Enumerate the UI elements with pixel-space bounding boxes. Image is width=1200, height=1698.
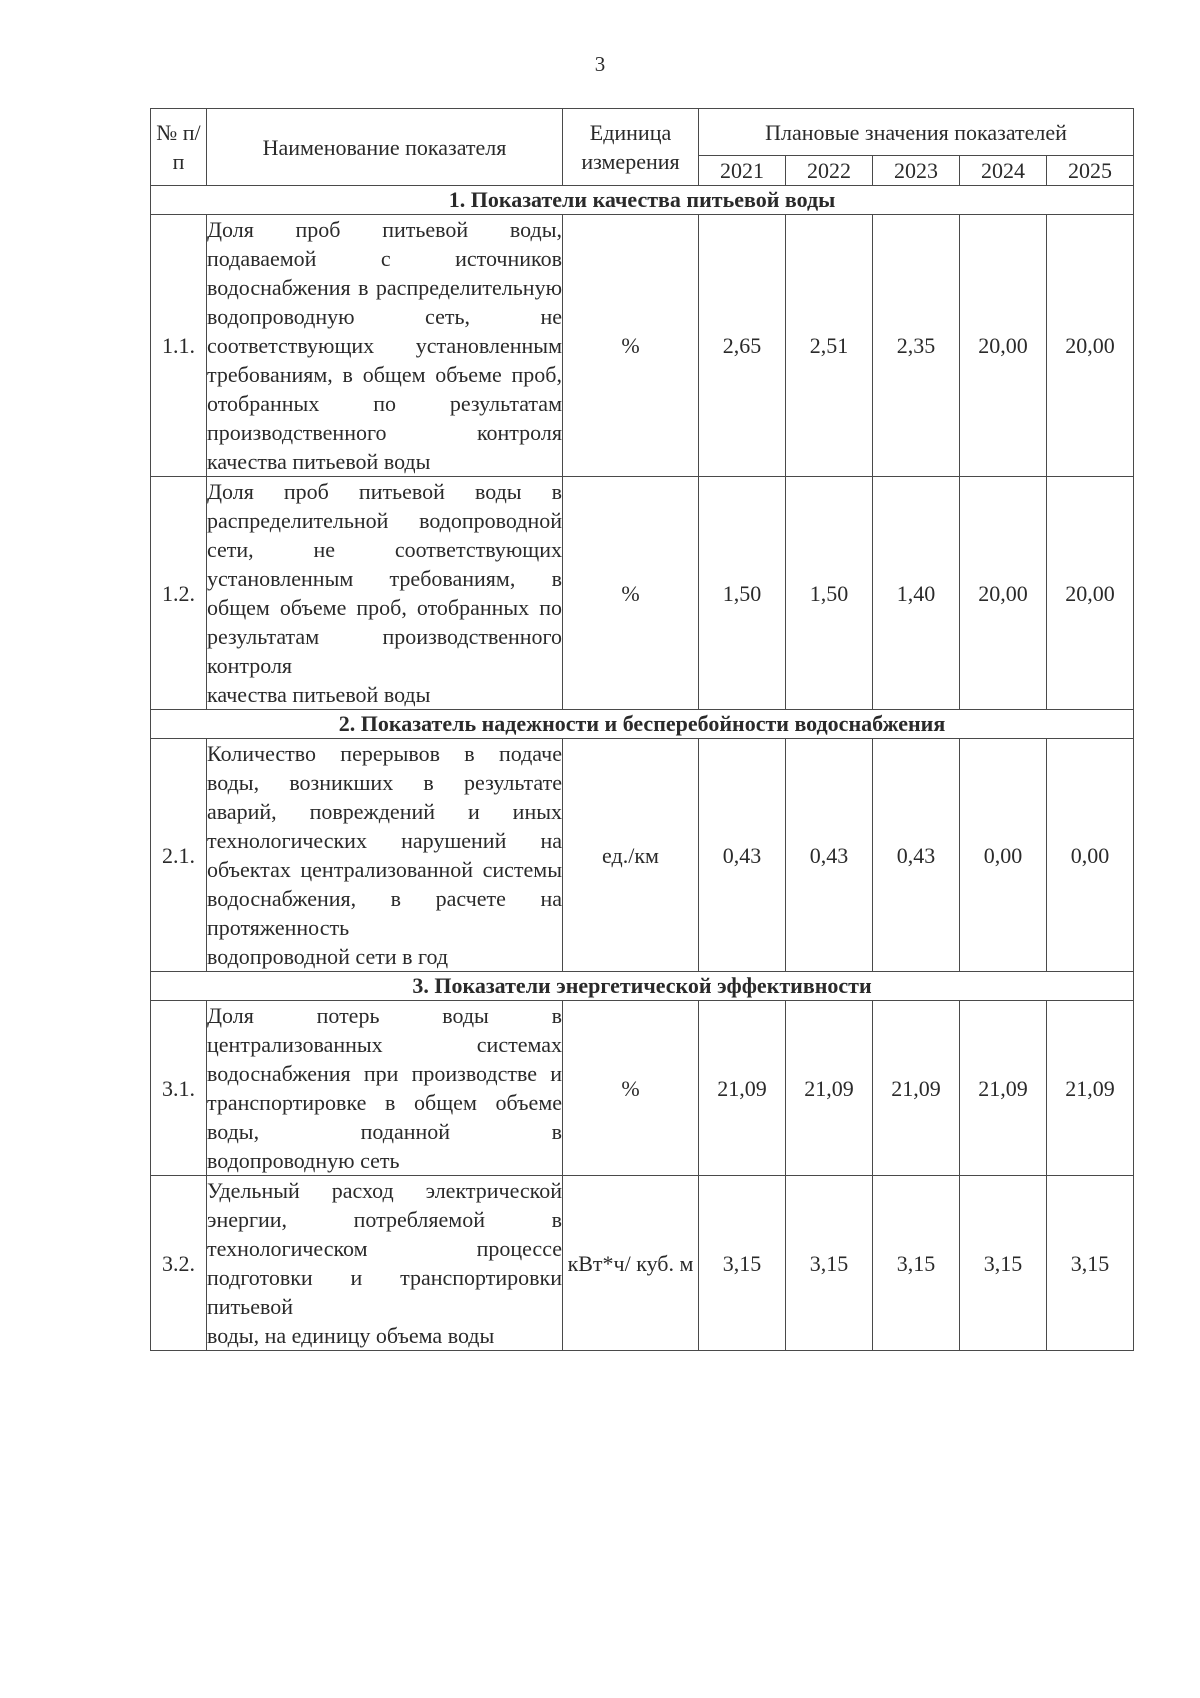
indicator-name	[207, 215, 563, 477]
indicator-name-last-line: воды, на единицу объема воды	[207, 1323, 495, 1348]
page-number: 3	[594, 52, 606, 76]
header-year: 2023	[873, 156, 960, 186]
table-row	[151, 1001, 1134, 1176]
value-cell: 2,65	[699, 215, 786, 477]
value-cell: 20,00	[1047, 477, 1134, 710]
indicator-name-text: Доля потерь воды в централизованных системах водоснабжения при производстве и транспортировке в общем объеме воды, поданной в	[207, 1003, 562, 1144]
section-title: 1. Показатели качества питьевой воды	[151, 186, 1134, 215]
value-cell: 1,50	[786, 477, 873, 710]
header-year: 2025	[1047, 156, 1134, 186]
value-cell: 3,15	[960, 1176, 1047, 1351]
row-number: 2.1.	[151, 739, 207, 972]
row-number: 3.1.	[151, 1001, 207, 1176]
value-cell: 2,35	[873, 215, 960, 477]
indicator-name	[207, 477, 563, 710]
section-title: 2. Показатель надежности и бесперебойности водоснабжения	[151, 710, 1134, 739]
value-cell: 3,15	[873, 1176, 960, 1351]
table-row	[151, 739, 1134, 972]
value-cell: 21,09	[873, 1001, 960, 1176]
indicator-name	[207, 739, 563, 972]
value-cell: 21,09	[786, 1001, 873, 1176]
section-title: 3. Показатели энергетической эффективности	[151, 972, 1134, 1001]
indicator-name-text: Удельный расход электрической энергии, потребляемой в технологическом процессе подготовки и транспортировки питьевой	[207, 1178, 562, 1319]
indicator-name-text: Доля проб питьевой воды, подаваемой с источников водоснабжения в распределительную водопроводную сеть, не соответствующих установленным требованиям, в общем объеме проб, отобранных по результатам производственного контроля	[207, 217, 562, 445]
value-cell: 21,09	[699, 1001, 786, 1176]
header-plan: Плановые значения показателей	[699, 109, 1134, 156]
value-cell: 0,43	[873, 739, 960, 972]
row-number: 3.2.	[151, 1176, 207, 1351]
indicator-name-last-line: водопроводной сети в год	[207, 944, 449, 969]
indicator-name-last-line: качества питьевой воды	[207, 449, 431, 474]
value-cell: 20,00	[1047, 215, 1134, 477]
value-cell: 20,00	[960, 215, 1047, 477]
indicator-name-last-line: качества питьевой воды	[207, 682, 431, 707]
value-cell: 20,00	[960, 477, 1047, 710]
table-row	[151, 477, 1134, 710]
indicators-table	[150, 108, 1134, 1351]
table-row	[151, 215, 1134, 477]
value-cell: 0,43	[786, 739, 873, 972]
value-cell: 1,40	[873, 477, 960, 710]
value-cell: 3,15	[699, 1176, 786, 1351]
value-cell: 0,00	[1047, 739, 1134, 972]
header-year: 2022	[786, 156, 873, 186]
value-cell: 3,15	[786, 1176, 873, 1351]
value-cell: 21,09	[1047, 1001, 1134, 1176]
row-number: 1.1.	[151, 215, 207, 477]
value-cell: 21,09	[960, 1001, 1047, 1176]
indicator-unit: %	[563, 215, 699, 477]
value-cell: 1,50	[699, 477, 786, 710]
value-cell: 3,15	[1047, 1176, 1134, 1351]
indicator-unit: ед./км	[563, 739, 699, 972]
indicator-unit: %	[563, 477, 699, 710]
value-cell: 2,51	[786, 215, 873, 477]
table-row	[151, 1176, 1134, 1351]
indicator-unit: кВт*ч/ куб. м	[563, 1176, 699, 1351]
header-year: 2024	[960, 156, 1047, 186]
indicator-name-last-line: водопроводную сеть	[207, 1148, 400, 1173]
value-cell: 0,43	[699, 739, 786, 972]
header-name: Наименование показателя	[207, 109, 563, 186]
value-cell: 0,00	[960, 739, 1047, 972]
header-unit: Единица измерения	[563, 109, 699, 186]
indicator-name-text: Количество перерывов в подаче воды, возникших в результате аварий, повреждений и иных технологических нарушений на объектах централизованной системы водоснабжения, в расчете на протяженность	[207, 741, 562, 940]
header-num: № п/п	[151, 109, 207, 186]
indicator-name	[207, 1001, 563, 1176]
header-year: 2021	[699, 156, 786, 186]
indicator-unit: %	[563, 1001, 699, 1176]
indicator-name	[207, 1176, 563, 1351]
row-number: 1.2.	[151, 477, 207, 710]
indicator-name-text: Доля проб питьевой воды в распределительной водопроводной сети, не соответствующих установленным требованиям, в общем объеме проб, отобранных по результатам производственного контроля	[207, 479, 562, 678]
